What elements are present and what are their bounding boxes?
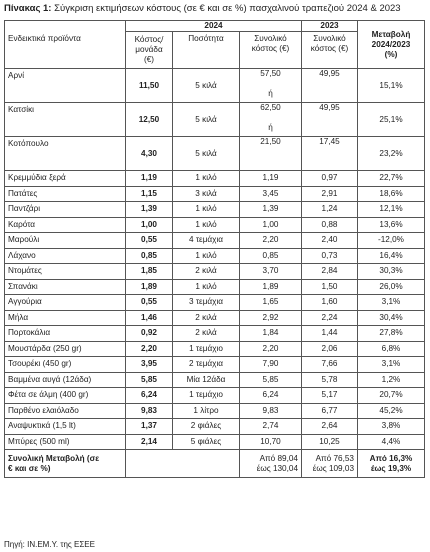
- change-cell: 6,8%: [358, 341, 425, 357]
- change-cell: 4,4%: [358, 434, 425, 450]
- total-2024-cell: 0,85: [240, 248, 302, 264]
- change-cell: 3,1%: [358, 357, 425, 373]
- change-cell: 25,1%: [358, 103, 425, 137]
- product-cell: Τσουρέκι (450 gr): [5, 357, 126, 373]
- quantity-cell: 5 φιάλες: [173, 434, 240, 450]
- table-row: [5, 137, 425, 171]
- total-2024-cell: 1,00: [240, 217, 302, 233]
- change-header: Μεταβολή 2024/2023 (%): [358, 21, 425, 69]
- table-title-number: Πίνακας 1:: [4, 3, 52, 14]
- year-header-row: [5, 21, 425, 32]
- total-2024-cell: 2,20: [240, 341, 302, 357]
- total-2024-cell: 2,92: [240, 310, 302, 326]
- product-cell: Μπύρες (500 ml): [5, 434, 126, 450]
- table-row: [5, 186, 425, 202]
- quantity-cell: 1 κιλό: [173, 217, 240, 233]
- product-cell: Κρεμμύδια ξερά: [5, 171, 126, 187]
- unit-cost-cell: 11,50: [126, 69, 173, 103]
- unit-cost-cell: 1,37: [126, 419, 173, 435]
- quantity-cell: 3 κιλά: [173, 186, 240, 202]
- change-cell: 12,1%: [358, 202, 425, 218]
- product-cell: Αγγούρια: [5, 295, 126, 311]
- total-2024-cell: 1,39: [240, 202, 302, 218]
- table-row: [5, 341, 425, 357]
- total-2024-cell: 3,45: [240, 186, 302, 202]
- total-2024-cell: 10,70: [240, 434, 302, 450]
- change-cell: 30,4%: [358, 310, 425, 326]
- summary-total-2023: Από 76,53 έως 109,03: [302, 450, 358, 478]
- or-label: ή: [268, 123, 273, 132]
- total-value: 57,50: [260, 69, 281, 78]
- total-2023-cell: 1,50: [302, 279, 358, 295]
- change-cell: 18,6%: [358, 186, 425, 202]
- unit-cost-cell: 2,20: [126, 341, 173, 357]
- unit-cost-cell: 1,00: [126, 217, 173, 233]
- product-header: Ενδεικτικά προϊόντα: [5, 32, 126, 69]
- table-row: [5, 103, 425, 137]
- table-row: [5, 310, 425, 326]
- unit-cost-cell: 1,46: [126, 310, 173, 326]
- total-2023-cell: 7,66: [302, 357, 358, 373]
- change-cell: 22,7%: [358, 171, 425, 187]
- change-cell: 30,3%: [358, 264, 425, 280]
- total-2023-cell: 2,40: [302, 233, 358, 249]
- unit-cost-cell: 0,85: [126, 248, 173, 264]
- quantity-cell: 1 κιλό: [173, 171, 240, 187]
- total-2024-cell: 9,83: [240, 403, 302, 419]
- total-2023-header: Συνολικό κόστος (€): [302, 32, 358, 69]
- quantity-cell: 4 τεμάχια: [173, 233, 240, 249]
- source-note: Πηγή: ΙΝ.ΕΜ.Υ. της ΕΣΕΕ: [4, 540, 95, 549]
- table-title: [4, 3, 401, 14]
- quantity-cell: 5 κιλά: [173, 137, 240, 171]
- unit-cost-cell: 0,55: [126, 295, 173, 311]
- unit-cost-cell: 1,85: [126, 264, 173, 280]
- table-row: [5, 434, 425, 450]
- total-2023-cell: 5,17: [302, 388, 358, 404]
- change-cell: 45,2%: [358, 403, 425, 419]
- table-row: [5, 233, 425, 249]
- total-2024-cell: 1,89: [240, 279, 302, 295]
- product-cell: Σπανάκι: [5, 279, 126, 295]
- unit-cost-cell: 0,55: [126, 233, 173, 249]
- table-row: [5, 372, 425, 388]
- total-2023-cell: 2,06: [302, 341, 358, 357]
- unit-cost-header: Κόστος/ μονάδα (€): [126, 32, 173, 69]
- change-cell: 26,0%: [358, 279, 425, 295]
- total-2023-cell: 2,24: [302, 310, 358, 326]
- table-row: [5, 171, 425, 187]
- total-2023-cell: 6,77: [302, 403, 358, 419]
- change-cell: 23,2%: [358, 137, 425, 171]
- unit-cost-cell: 6,24: [126, 388, 173, 404]
- unit-cost-cell: 1,39: [126, 202, 173, 218]
- total-2023-cell: 10,25: [302, 434, 358, 450]
- unit-cost-cell: 3,95: [126, 357, 173, 373]
- unit-cost-cell: 9,83: [126, 403, 173, 419]
- total-2024-cell: 1,84: [240, 326, 302, 342]
- total-2023-cell: 2,84: [302, 264, 358, 280]
- quantity-cell: 2 κιλά: [173, 326, 240, 342]
- summary-empty: [126, 450, 240, 478]
- table-row: [5, 388, 425, 404]
- summary-row: [5, 450, 425, 478]
- table-row: [5, 217, 425, 233]
- change-cell: 13,6%: [358, 217, 425, 233]
- total-2023-cell: 17,45: [302, 137, 358, 171]
- total-2024-cell: 1,19: [240, 171, 302, 187]
- product-cell: Μήλα: [5, 310, 126, 326]
- unit-cost-cell: 5,85: [126, 372, 173, 388]
- total-2023-cell: 49,95: [302, 69, 358, 103]
- table-title-text: Σύγκριση εκτιμήσεων κόστους (σε € και σε %) πασχαλινού τραπεζιού 2024 & 2023: [51, 3, 401, 14]
- total-2023-cell: 2,64: [302, 419, 358, 435]
- quantity-cell: 2 φιάλες: [173, 419, 240, 435]
- total-2024-cell: [240, 103, 302, 137]
- change-cell: 20,7%: [358, 388, 425, 404]
- total-2024-cell: 1,65: [240, 295, 302, 311]
- change-cell: -12,0%: [358, 233, 425, 249]
- unit-cost-cell: 4,30: [126, 137, 173, 171]
- change-cell: 1,2%: [358, 372, 425, 388]
- unit-cost-cell: 1,15: [126, 186, 173, 202]
- quantity-cell: 1 κιλό: [173, 248, 240, 264]
- table-row: [5, 69, 425, 103]
- total-2023-cell: 49,95: [302, 103, 358, 137]
- total-2024-cell: [240, 137, 302, 171]
- or-label: ή: [268, 89, 273, 98]
- table-row: [5, 279, 425, 295]
- quantity-cell: 1 κιλό: [173, 202, 240, 218]
- total-2024-cell: 2,74: [240, 419, 302, 435]
- total-2024-cell: 7,90: [240, 357, 302, 373]
- total-2023-cell: 1,24: [302, 202, 358, 218]
- product-cell: Κατσίκι: [5, 103, 126, 137]
- quantity-cell: 2 κιλά: [173, 310, 240, 326]
- unit-cost-cell: 1,19: [126, 171, 173, 187]
- product-cell: Παρθένο ελαιόλαδο: [5, 403, 126, 419]
- quantity-cell: 5 κιλά: [173, 103, 240, 137]
- table-row: [5, 248, 425, 264]
- change-cell: 3,1%: [358, 295, 425, 311]
- total-2023-cell: 0,88: [302, 217, 358, 233]
- quantity-cell: 3 τεμάχια: [173, 295, 240, 311]
- product-cell: Πορτοκάλια: [5, 326, 126, 342]
- quantity-cell: 1 λίτρο: [173, 403, 240, 419]
- total-2023-cell: 2,91: [302, 186, 358, 202]
- total-2024-cell: [240, 69, 302, 103]
- change-cell: 3,8%: [358, 419, 425, 435]
- total-2024-header: Συνολικό κόστος (€): [240, 32, 302, 69]
- table-row: [5, 202, 425, 218]
- unit-cost-cell: 12,50: [126, 103, 173, 137]
- unit-cost-cell: 2,14: [126, 434, 173, 450]
- quantity-cell: Μία 12άδα: [173, 372, 240, 388]
- year-2023-header: 2023: [302, 21, 358, 32]
- unit-cost-cell: 0,92: [126, 326, 173, 342]
- product-cell: Καρότα: [5, 217, 126, 233]
- cost-table: [4, 20, 425, 478]
- quantity-cell: 1 τεμάχιο: [173, 388, 240, 404]
- summary-total-2024: Από 89,04 έως 130,04: [240, 450, 302, 478]
- quantity-cell: 5 κιλά: [173, 69, 240, 103]
- total-2023-cell: 1,60: [302, 295, 358, 311]
- total-2024-cell: 2,20: [240, 233, 302, 249]
- product-cell: Παντζάρι: [5, 202, 126, 218]
- total-2024-cell: 6,24: [240, 388, 302, 404]
- quantity-cell: 1 κιλό: [173, 279, 240, 295]
- summary-label: Συνολική Μεταβολή (σε € και σε %): [5, 450, 126, 478]
- product-cell: Αρνί: [5, 69, 126, 103]
- unit-cost-cell: 1,89: [126, 279, 173, 295]
- year-2024-header: 2024: [126, 21, 302, 32]
- quantity-cell: 2 κιλά: [173, 264, 240, 280]
- table-row: [5, 295, 425, 311]
- total-2023-cell: 0,97: [302, 171, 358, 187]
- product-cell: Ντομάτες: [5, 264, 126, 280]
- table-row: [5, 357, 425, 373]
- total-2024-cell: 5,85: [240, 372, 302, 388]
- product-cell: Κοτόπουλο: [5, 137, 126, 171]
- total-2024-cell: 3,70: [240, 264, 302, 280]
- total-2023-cell: 0,73: [302, 248, 358, 264]
- quantity-cell: 1 τεμάχιο: [173, 341, 240, 357]
- product-cell: Πατάτες: [5, 186, 126, 202]
- quantity-cell: 2 τεμάχια: [173, 357, 240, 373]
- total-value: 21,50: [260, 137, 281, 146]
- table-row: [5, 264, 425, 280]
- change-cell: 15,1%: [358, 69, 425, 103]
- product-cell: Λάχανο: [5, 248, 126, 264]
- table-row: [5, 419, 425, 435]
- change-cell: 16,4%: [358, 248, 425, 264]
- product-cell: Μουστάρδα (250 gr): [5, 341, 126, 357]
- product-cell: Αναψυκτικά (1,5 lt): [5, 419, 126, 435]
- total-value: 62,50: [260, 103, 281, 112]
- product-cell: Μαρούλι: [5, 233, 126, 249]
- table-row: [5, 326, 425, 342]
- product-cell: Βαμμένα αυγά (12άδα): [5, 372, 126, 388]
- product-cell: Φέτα σε άλμη (400 gr): [5, 388, 126, 404]
- total-2023-cell: 5,78: [302, 372, 358, 388]
- total-2023-cell: 1,44: [302, 326, 358, 342]
- quantity-header: Ποσότητα: [173, 32, 240, 69]
- change-cell: 27,8%: [358, 326, 425, 342]
- table-row: [5, 403, 425, 419]
- summary-change: Από 16,3% έως 19,3%: [358, 450, 425, 478]
